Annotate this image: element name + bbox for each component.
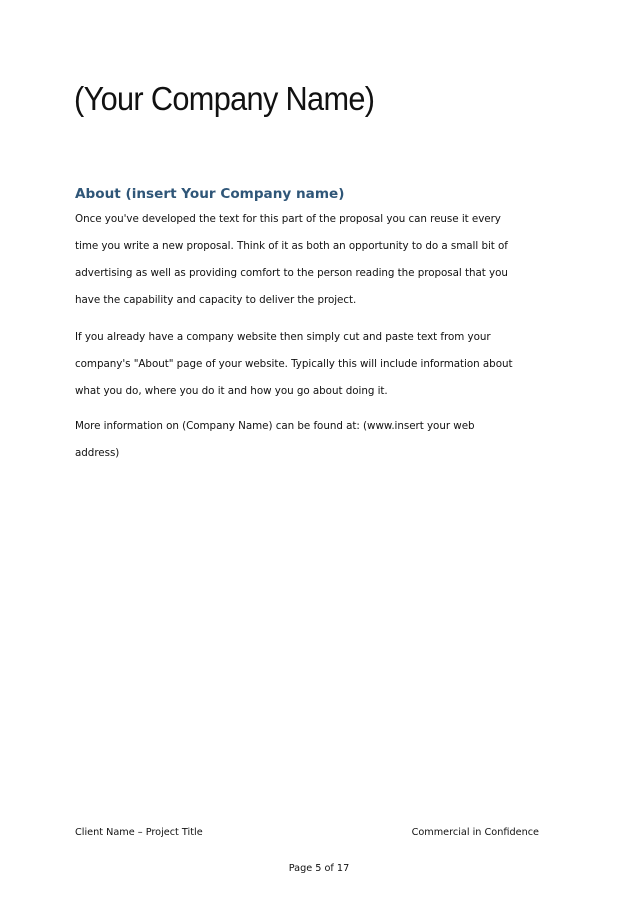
body-text-line: what you do, where you do it and how you go about doing it.	[75, 385, 388, 397]
body-text-line: have the capability and capacity to deliver the project.	[75, 294, 357, 306]
body-text-line: More information on (Company Name) can be found at: (www.insert your web	[75, 420, 475, 432]
body-text-line: address)	[75, 447, 120, 459]
footer-confidentiality: Commercial in Confidence	[411, 827, 539, 838]
footer-client-project: Client Name – Project Title	[75, 827, 203, 838]
about-section-heading: About (insert Your Company name)	[75, 186, 345, 202]
body-text-line: time you write a new proposal. Think of it as both an opportunity to do a small bit of	[75, 240, 508, 252]
body-text-line: If you already have a company website then simply cut and paste text from your	[75, 331, 491, 343]
about-paragraph-reuse-text	[75, 206, 555, 314]
body-text-line: advertising as well as providing comfort to the person reading the proposal that you	[75, 267, 508, 279]
body-text-line: Once you've developed the text for this part of the proposal you can reuse it every	[75, 213, 501, 225]
body-text-line: company's "About" page of your website. Typically this will include information about	[75, 358, 513, 370]
about-paragraph-more-information	[75, 413, 555, 467]
about-paragraph-company-website	[75, 324, 555, 405]
company-name-title: (Your Company Name)	[74, 80, 375, 117]
page-number: Page 5 of 17	[288, 863, 350, 874]
